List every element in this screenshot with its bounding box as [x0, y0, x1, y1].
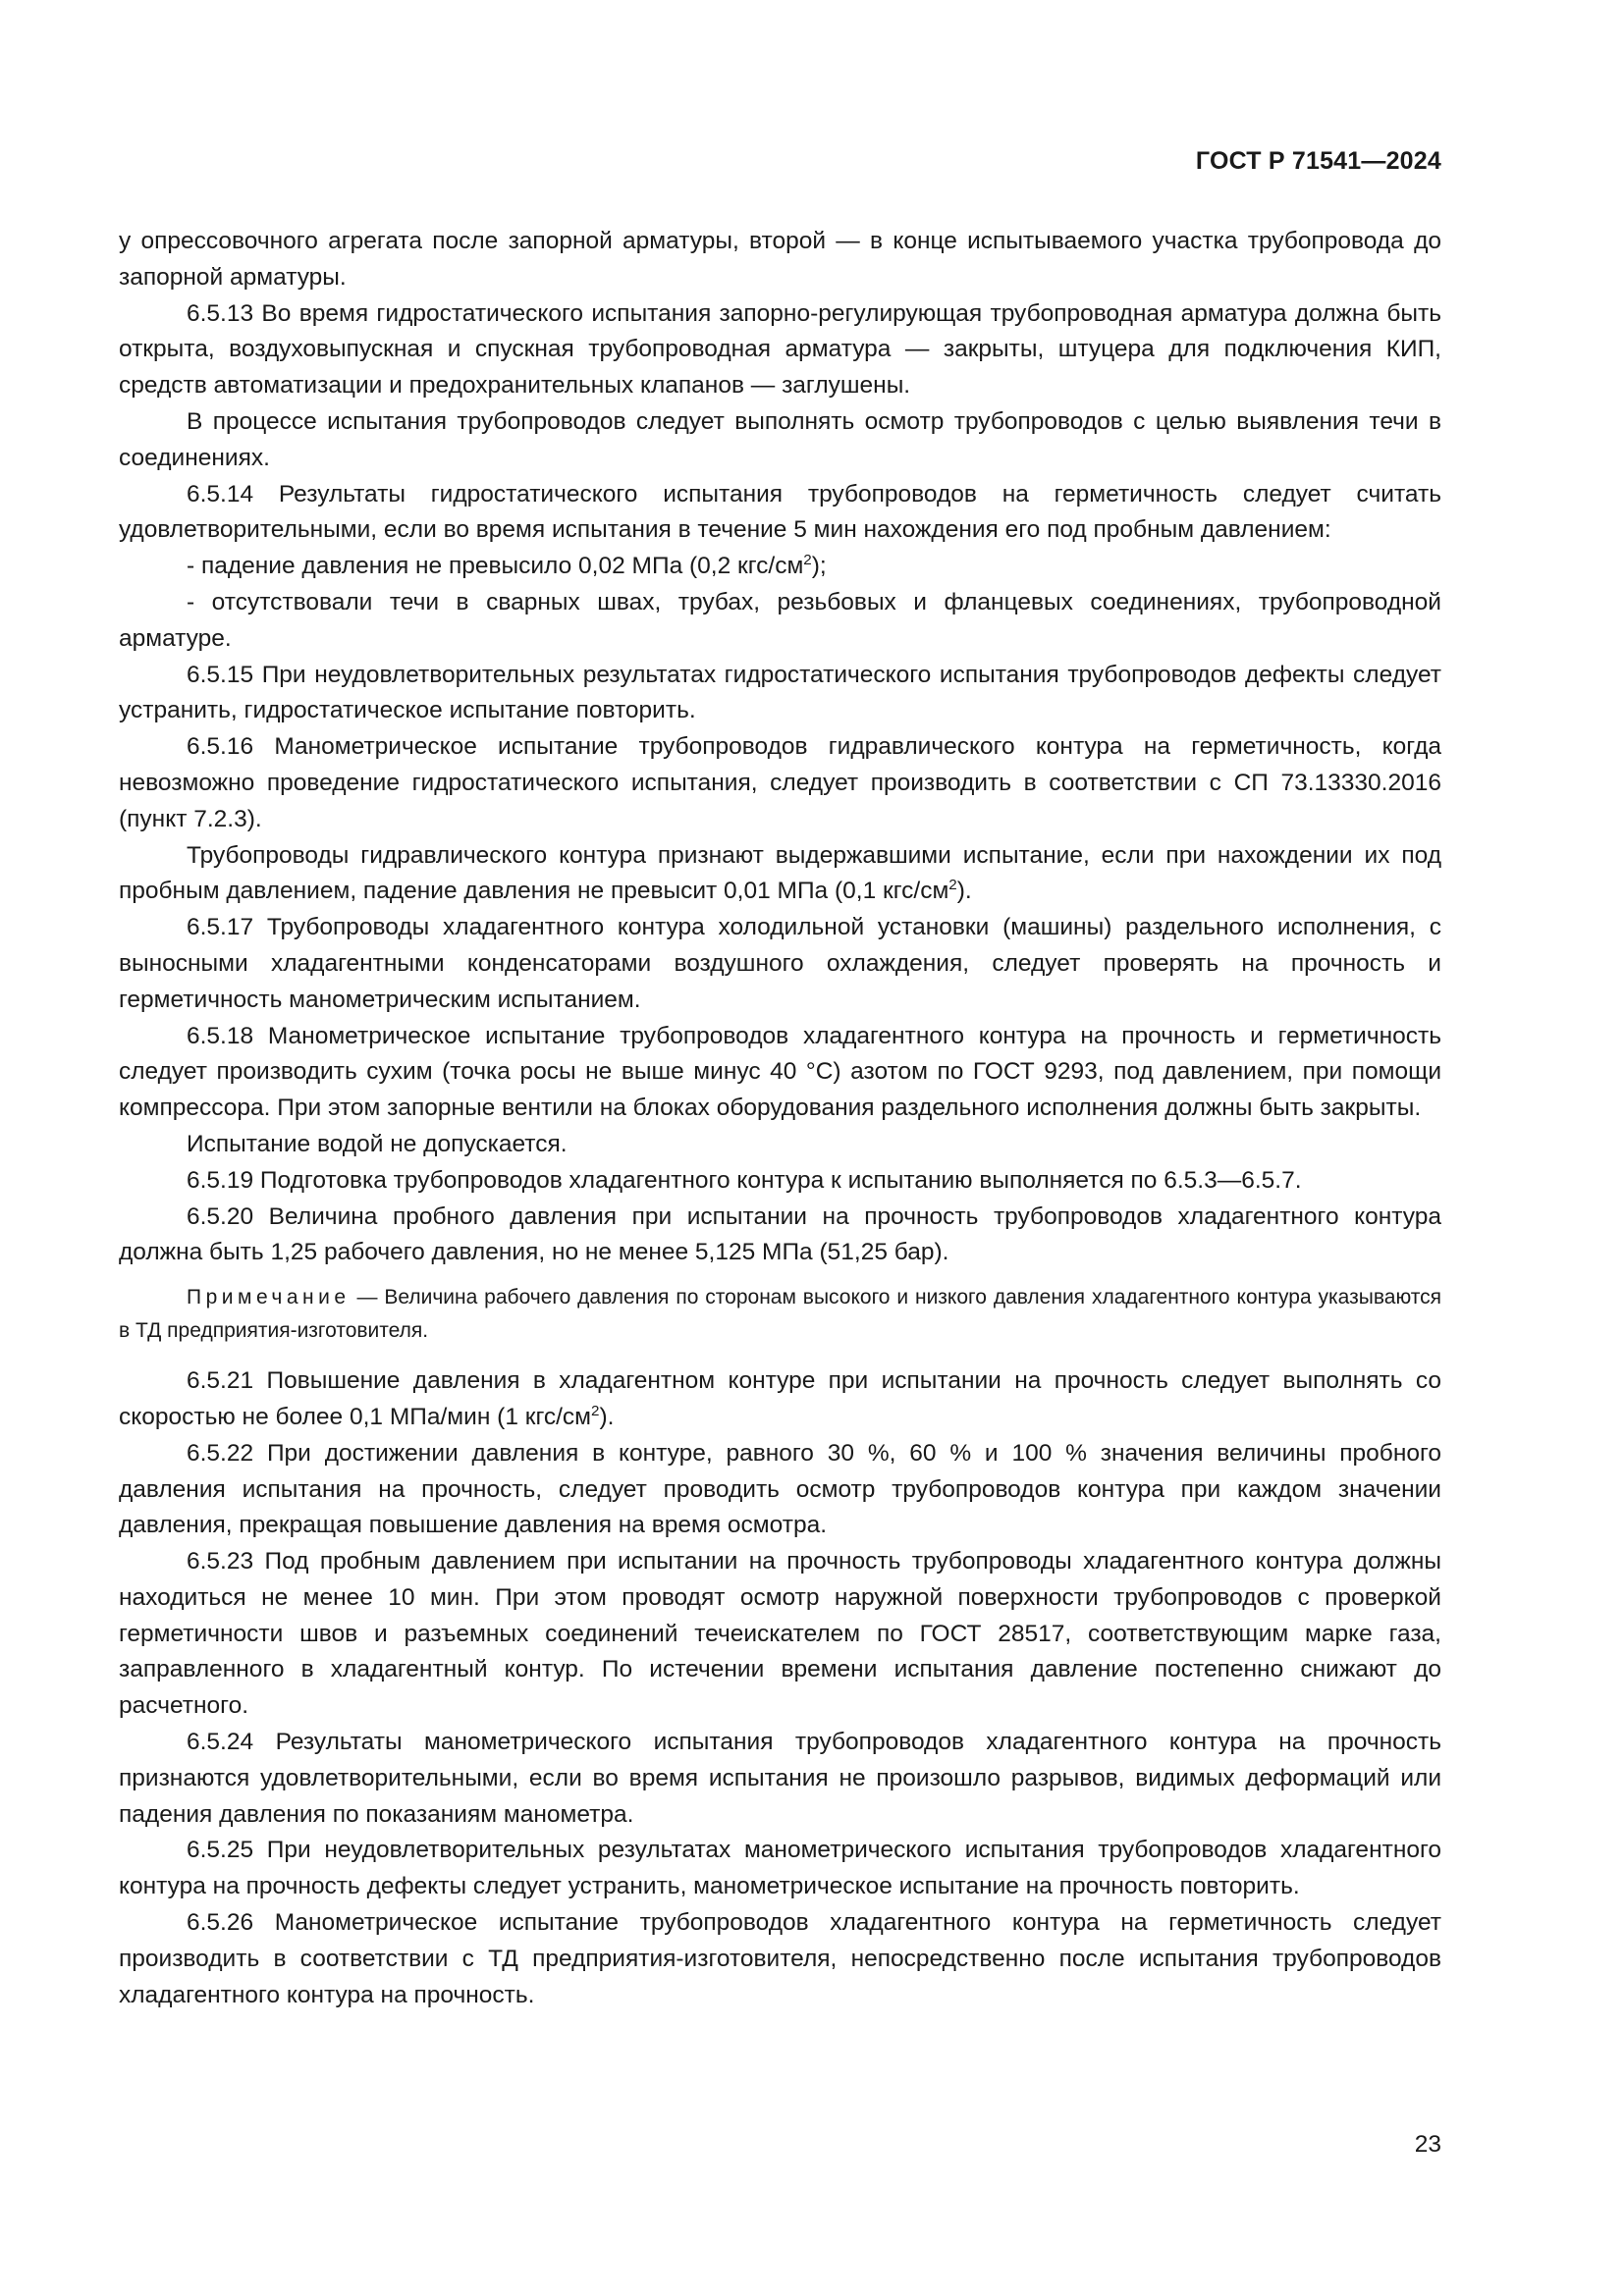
- note: [119, 1281, 1441, 1348]
- paragraph-6-5-21: 6.5.21 Повышение давления в хладагентном контуре при испытании на прочность следует выполнять со скоростью не более 0,1 МПа/мин (1 кгс/$см^2$).: [119, 1367, 1441, 1430]
- note-label: Примечание: [187, 1286, 351, 1309]
- paragraph-6-5-18: 6.5.18 Манометрическое испытание трубопроводов хладагентного контура на прочность и герметичность следует производить сухим (точка росы не выше минус 40 °С) азотом по ГОСТ 9293, под давлением, при помощи компрессора. При этом запорные вентили на блоках оборудования раздельного исполнения должны быть закрыты.: [119, 1022, 1441, 1122]
- document-body: [119, 224, 1441, 2013]
- list-item-pressure-drop: - падение давления не превысило 0,02 МПа (0,2 кгс/$см^2$);: [187, 552, 827, 580]
- note-text: — Величина рабочего давления по сторонам высокого и низкого давления хладагентного контура указываются в ТД предприятия-изготовителя.: [119, 1286, 1441, 1343]
- paragraph-hydraulic-accepted: Трубопроводы гидравлического контура признают выдержавшими испытание, если при нахождении их под пробным давлением, падение давления не превысит 0,01 МПа (0,1 кгс/$см^2$).: [119, 841, 1441, 905]
- paragraph-6-5-23: 6.5.23 Под пробным давлением при испытании на прочность трубопроводы хладагентного контура должны находиться не менее 10 мин. При этом проводят осмотр наружной поверхности трубопроводов с проверкой герметичности швов и разъемных соединений течеискателем по ГОСТ 28517, соответствующим марке газа, заправленного в хладагентный контур. По истечении времени испытания давление постепенно снижают до расчетного.: [119, 1548, 1441, 1720]
- paragraph-6-5-14: 6.5.14 Результаты гидростатического испытания трубопроводов на герметичность следует считать удовлетворительными, если во время испытания в течение 5 мин нахождения его под пробным давлением:: [119, 480, 1441, 544]
- paragraph-6-5-16: 6.5.16 Манометрическое испытание трубопроводов гидравлического контура на герметичность, когда невозможно проведение гидростатического испытания, следует производить в соответствии с СП 73.13330.2016 (пункт 7.2.3).: [119, 733, 1441, 832]
- document-header: ГОСТ Р 71541—2024: [1195, 147, 1441, 175]
- paragraph-6-5-22: 6.5.22 При достижении давления в контуре, равного 30 %, 60 % и 100 % значения величины пробного давления испытания на прочность, следует проводить осмотр трубопроводов контура при каждом значении давления, прекращая повышение давления на время осмотра.: [119, 1439, 1441, 1539]
- paragraph-6-5-13: 6.5.13 Во время гидростатического испытания запорно-регулирующая трубопроводная арматура должна быть открыта, воздуховыпускная и спускная трубопроводная арматура — закрыты, штуцера для подключения КИП, средств автоматизации и предохранительных клапанов — заглушены.: [119, 299, 1441, 400]
- page-number: 23: [1414, 2131, 1441, 2158]
- paragraph-6-5-15: 6.5.15 При неудовлетворительных результатах гидростатического испытания трубопроводов дефекты следует устранить, гидростатическое испытание повторить.: [119, 661, 1441, 724]
- paragraph-6-5-24: 6.5.24 Результаты манометрического испытания трубопроводов хладагентного контура на прочность признаются удовлетворительными, если во время испытания не произошло разрывов, видимых деформаций или падения давления по показаниям манометра.: [119, 1729, 1441, 1828]
- paragraph-inspection: В процессе испытания трубопроводов следует выполнять осмотр трубопроводов с целью выявления течи в соединениях.: [119, 407, 1441, 471]
- list-item-no-leaks: - отсутствовали течи в сварных швах, трубах, резьбовых и фланцевых соединениях, трубопроводной арматуре.: [119, 588, 1441, 652]
- paragraph-6-5-17: 6.5.17 Трубопроводы хладагентного контура холодильной установки (машины) раздельного исполнения, с выносными хладагентными конденсаторами воздушного охлаждения, следует проверять на прочность и герметичность манометрическим испытанием.: [119, 914, 1441, 1013]
- paragraph-6-5-19: 6.5.19 Подготовка трубопроводов хладагентного контура к испытанию выполняется по 6.5.3—6.5.7.: [187, 1166, 1302, 1194]
- paragraph-6-5-25: 6.5.25 При неудовлетворительных результатах манометрического испытания трубопроводов хладагентного контура на прочность дефекты следует устранить, манометрическое испытание на прочность повторить.: [119, 1837, 1441, 1900]
- paragraph-6-5-26: 6.5.26 Манометрическое испытание трубопроводов хладагентного контура на герметичность следует производить в соответствии с ТД предприятия-изготовителя, непосредственно после испытания трубопроводов хладагентного контура на прочность.: [119, 1909, 1441, 2008]
- paragraph-no-water: Испытание водой не допускается.: [187, 1130, 568, 1157]
- paragraph-6-5-20: 6.5.20 Величина пробного давления при испытании на прочность трубопроводов хладагентного контура должна быть 1,25 рабочего давления, но не менее 5,125 МПа (51,25 бар).: [119, 1202, 1441, 1266]
- paragraph-continuation: у опрессовочного агрегата после запорной арматуры, второй — в конце испытываемого участка трубопровода до запорной арматуры.: [119, 228, 1441, 291]
